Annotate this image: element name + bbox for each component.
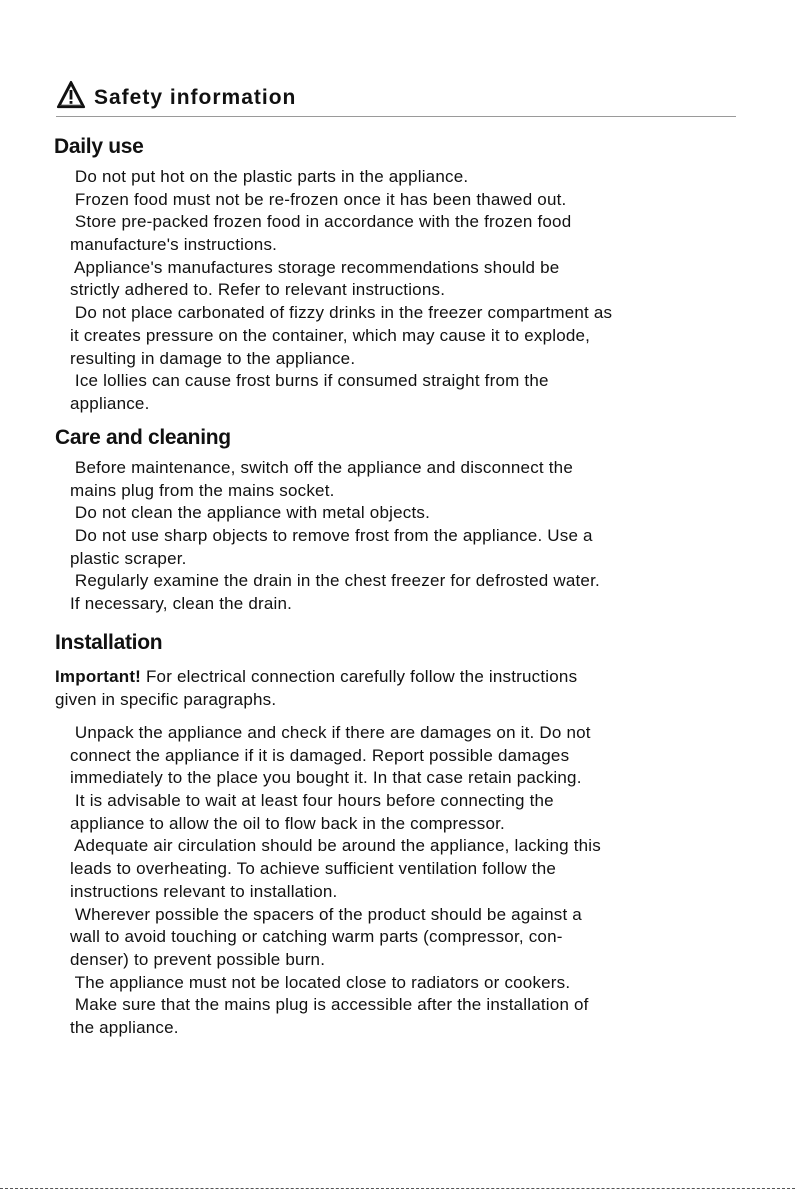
text-line: The appliance must not be located close to radiators or cookers. [70,972,571,992]
text-line: mains plug from the mains socket. [70,480,335,500]
text-line: It is advisable to wait at least four hours before connecting the [70,791,554,811]
important-label: Important! [55,667,142,686]
warning-triangle-icon [56,80,86,110]
text-line: Ice lollies can cause frost burns if consumed straight from the [70,371,549,391]
text-line: Do not place carbonated of fizzy drinks in the freezer compartment as [70,303,613,323]
text-line: Before maintenance, switch off the appliance and disconnect the [70,458,573,477]
important-text: For electrical connection carefully follow the instructions [141,667,578,686]
text-line: plastic scraper. [70,548,187,568]
text-line: resulting in damage to the appliance. [70,348,356,368]
text-line: it creates pressure on the container, which may cause it to explode, [70,325,591,345]
text-line: leads to overheating. To achieve sufficient ventilation follow the [70,859,557,879]
text-line: Make sure that the mains plug is accessible after the installation of [70,995,589,1015]
important-note [55,666,577,711]
text-line: Do not use sharp objects to remove frost from the appliance. Use a [70,526,593,546]
text-line: wall to avoid touching or catching warm parts (compressor, con- [70,927,563,947]
text-line: manufacture's instructions. [70,235,278,255]
daily-use-text [70,166,612,416]
text-line: Adequate air circulation should be around the appliance, lacking this [70,836,601,856]
text-line: strictly adhered to. Refer to relevant instructions. [70,280,446,300]
text-line: immediately to the place you bought it. In that case retain packing. [70,768,582,788]
text-line: Store pre-packed frozen food in accordance with the frozen food [70,212,572,232]
text-line: Frozen food must not be re-frozen once it has been thawed out. [70,189,567,209]
section-title-installation: Installation [55,631,163,654]
text-line: denser) to prevent possible burn. [70,949,326,969]
text-line: Regularly examine the drain in the chest freezer for defrosted water. [70,571,600,591]
section-title-care-cleaning: Care and cleaning [55,426,231,449]
page-header [56,80,736,116]
page-title: Safety information [94,86,297,109]
text-line: Appliance's manufactures storage recommendations should be [70,257,560,277]
text-line: connect the appliance if it is damaged. Report possible damages [70,745,570,765]
text-line: appliance. [70,393,150,413]
text-line: Unpack the appliance and check if there are damages on it. Do not [70,723,591,742]
text-line: Wherever possible the spacers of the product should be against a [70,904,582,924]
important-text-line2: given in specific paragraphs. [55,689,277,709]
care-cleaning-text [70,457,600,616]
text-line: Do not put hot on the plastic parts in the appliance. [70,167,469,186]
header-divider [56,116,736,117]
text-line: instructions relevant to installation. [70,881,338,901]
text-line: appliance to allow the oil to flow back in the compressor. [70,813,505,833]
page-bottom-edge [0,1188,795,1189]
text-line: Do not clean the appliance with metal objects. [70,503,430,523]
text-line: the appliance. [70,1017,179,1037]
section-title-daily-use: Daily use [54,135,144,158]
text-line: If necessary, clean the drain. [70,594,293,614]
installation-text [70,722,601,1040]
